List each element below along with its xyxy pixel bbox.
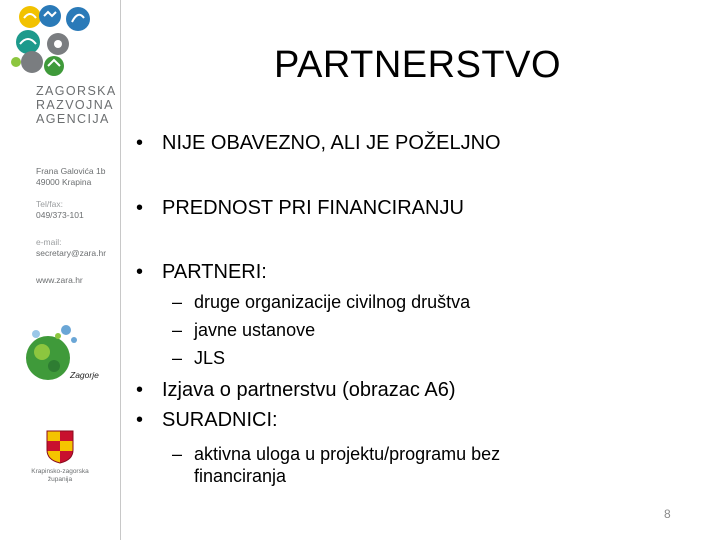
logo-blue-circle-2 — [66, 7, 90, 31]
sub-bullet-dash: – — [172, 444, 183, 464]
sub-bullet-continuation: financiranja — [194, 466, 287, 486]
page-number: 8 — [664, 507, 671, 521]
county-label: Krapinsko-zagorska županija — [31, 468, 89, 483]
bullet-dot: • — [136, 379, 144, 401]
sub-bullet-item: – aktivna uloga u projektu/programu bez — [172, 444, 501, 464]
bullet-dot: • — [136, 132, 144, 154]
logo-teal-circle — [16, 30, 40, 54]
logo-blue-circle — [39, 5, 61, 27]
logo-gray-circle-2 — [21, 51, 43, 73]
county-crest-icon — [46, 430, 74, 464]
sidebar — [0, 0, 120, 540]
bullet-item: • SURADNICI: — [136, 409, 278, 431]
zara-logo — [6, 4, 96, 80]
website-link[interactable]: www.zara.hr — [36, 275, 83, 285]
slide-title: PARTNERSTVO — [274, 44, 562, 86]
sidebar-divider — [120, 0, 121, 540]
logo-yellow-circle — [19, 6, 41, 28]
sub-bullet-dash: – — [172, 320, 183, 340]
sub-bullet-item: – javne ustanove — [172, 320, 316, 340]
bullet-item: • NIJE OBAVEZNO, ALI JE POŽELJNO — [136, 132, 501, 154]
bullet-dot: • — [136, 261, 144, 283]
bullet-dot: • — [136, 409, 144, 431]
sub-bullet-dash: – — [172, 348, 183, 368]
bullet-item: • Izjava o partnerstvu (obrazac A6) — [136, 379, 456, 401]
phone: Tel/fax: 049/373-101 — [36, 199, 84, 220]
bullet-item: • PREDNOST PRI FINANCIRANJU — [136, 197, 464, 219]
bullet-item: • PARTNERI: — [136, 261, 267, 283]
bullet-dot: • — [136, 197, 144, 219]
sub-bullet-item: – druge organizacije civilnog društva — [172, 292, 471, 312]
agency-name: ZAGORSKA RAZVOJNA AGENCIJA — [36, 84, 117, 126]
email: e-mail: secretary@zara.hr — [36, 237, 107, 258]
email-link[interactable]: secretary@zara.hr — [36, 247, 107, 258]
sub-bullet-dash: – — [172, 292, 183, 312]
zagorje-label: Zagorje — [70, 370, 99, 380]
address: Frana Galovića 1b 49000 Krapina — [36, 166, 106, 187]
sub-bullet-item: – JLS — [172, 348, 226, 368]
